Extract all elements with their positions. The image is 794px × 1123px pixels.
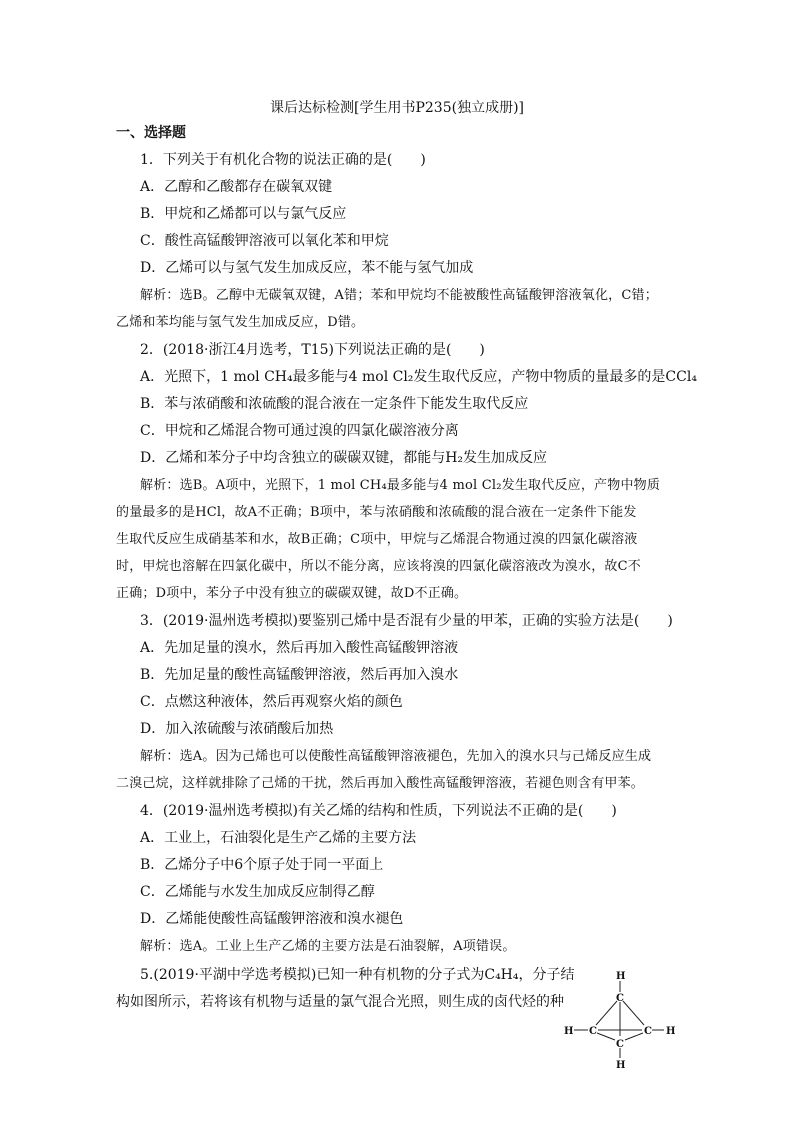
page-title: 课后达标检测[学生用书P235(独立成册)]	[270, 100, 524, 116]
question-1-analysis: 解析：选B。乙醇中无碳氧双键，A错；苯和甲烷均不能被酸性高锰酸钾溶液氧化，C错；	[140, 288, 658, 303]
atom-label: H	[616, 1060, 626, 1071]
question-2-analysis-cont: 正确；D项中，苯分子中没有独立的碳碳双键，故D不正确。	[116, 586, 468, 601]
question-4-option-b: B．乙烯分子中6个原子处于同一平面上	[140, 857, 384, 873]
question-2-option-d: D．乙烯和苯分子中均含独立的碳碳双键，都能与H₂发生加成反应	[140, 450, 548, 466]
question-2-analysis-cont: 生取代反应生成硝基苯和水，故B正确；C项中，甲烷与乙烯混合物通过溴的四氯化碳溶液	[116, 532, 638, 547]
question-4-option-a: A．工业上，石油裂化是生产乙烯的主要方法	[140, 830, 417, 846]
atom-label: C	[616, 993, 624, 1004]
question-4-analysis: 解析：选A。工业上生产乙烯的主要方法是石油裂解，A项错误。	[140, 939, 516, 954]
question-3-option-c: C．点燃这种液体，然后再观察火焰的颜色	[140, 694, 403, 710]
question-1-option-d: D．乙烯可以与氢气发生加成反应，苯不能与氢气加成	[140, 260, 474, 276]
question-5-stem: 5.(2019·平湖中学选考模拟)已知一种有机物的分子式为C₄H₄，分子结	[140, 967, 575, 983]
bond-line	[625, 1033, 643, 1040]
question-4-stem: 4．(2019·温州选考模拟)有关乙烯的结构和性质，下列说法不正确的是( )	[140, 803, 617, 819]
atom-label: C	[589, 1026, 597, 1037]
question-2-stem: 2．(2018·浙江4月选考，T15)下列说法正确的是( )	[140, 342, 485, 358]
section-heading: 一、选择题	[116, 125, 186, 141]
question-2-option-c: C．甲烷和乙烯混合物可通过溴的四氯化碳溶液分离	[140, 423, 459, 439]
question-1-stem: 1．下列关于有机化合物的说法正确的是( )	[140, 152, 426, 168]
question-3-analysis: 解析：选A。因为己烯也可以使酸性高锰酸钾溶液褪色，先加入的溴水只与己烯反应生成	[140, 749, 652, 764]
question-2-analysis: 解析：选B。A项中，光照下，1 mol CH₄最多能与4 mol Cl₂发生取代反应，产物中物质	[140, 478, 661, 493]
atom-label: H	[616, 971, 626, 982]
question-4-option-c: C．乙烯能与水发生加成反应制得乙醇	[140, 884, 375, 900]
atom-label: C	[644, 1026, 652, 1037]
molecule-structure-diagram	[560, 968, 680, 1078]
question-4-option-d: D．乙烯能使酸性高锰酸钾溶液和溴水褪色	[140, 911, 404, 927]
question-3-option-d: D．加入浓硫酸与浓硝酸后加热	[140, 721, 334, 737]
question-1-option-b: B．甲烷和乙烯都可以与氯气反应	[140, 206, 347, 222]
question-3-option-a: A．先加足量的溴水，然后再加入酸性高锰酸钾溶液	[140, 640, 459, 656]
atom-label: H	[666, 1026, 676, 1037]
question-2-analysis-cont: 时，甲烷也溶解在四氯化碳中，所以不能分离，应该将溴的四氯化碳溶液改为溴水，故C不	[116, 559, 641, 574]
question-1-option-a: A．乙醇和乙酸都存在碳氧双键	[140, 179, 333, 195]
question-3-analysis-cont: 二溴己烷，这样就排除了己烯的干扰，然后再加入酸性高锰酸钾溶液，若褪色则含有甲苯。	[116, 776, 645, 791]
question-1-analysis-cont: 乙烯和苯均能与氢气发生加成反应，D错。	[116, 315, 365, 330]
bond-line	[597, 1033, 615, 1040]
question-2-option-a: A．光照下，1 mol CH₄最多能与4 mol Cl₂发生取代反应，产物中物质的量最多的是CCl₄	[140, 369, 697, 385]
bond-line	[623, 1001, 644, 1025]
question-5-stem-cont: 构如图所示，若将该有机物与适量的氯气混合光照，则生成的卤代烃的种	[116, 994, 564, 1010]
question-2-option-b: B．苯与浓硝酸和浓硫酸的混合液在一定条件下能发生取代反应	[140, 396, 529, 412]
question-2-analysis-cont: 的量最多的是HCl，故A不正确；B项中，苯与浓硝酸和浓硫酸的混合液在一定条件下能发	[116, 505, 637, 520]
bond-line	[596, 1001, 617, 1025]
atom-label: H	[564, 1026, 574, 1037]
atom-label: C	[616, 1039, 624, 1050]
question-3-option-b: B．先加足量的酸性高锰酸钾溶液，然后再加入溴水	[140, 667, 459, 683]
question-1-option-c: C．酸性高锰酸钾溶液可以氧化苯和甲烷	[140, 233, 389, 249]
question-3-stem: 3．(2019·温州选考模拟)要鉴别己烯中是否混有少量的甲苯，正确的实验方法是( )	[140, 613, 673, 629]
